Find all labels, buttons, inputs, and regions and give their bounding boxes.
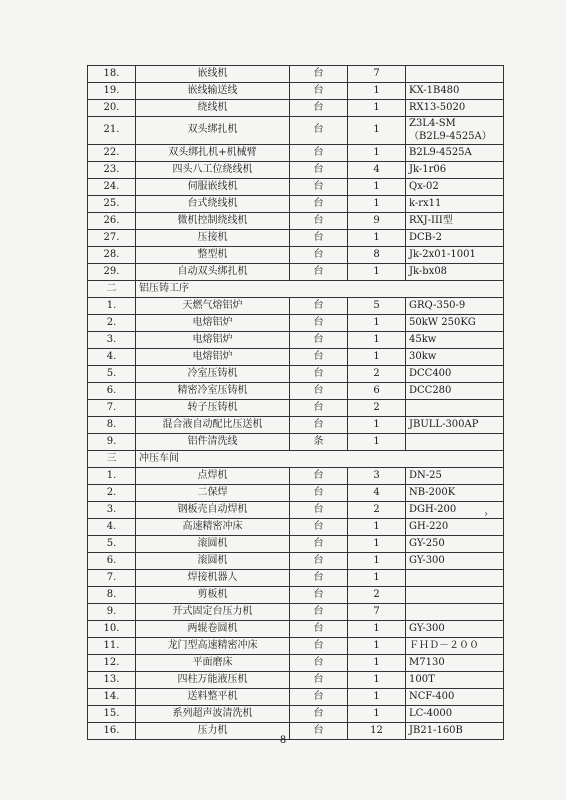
unit-cell: 台 — [290, 315, 348, 332]
unit-cell: 条 — [290, 434, 348, 451]
table-row — [88, 247, 504, 264]
quantity-cell: 1 — [348, 417, 406, 434]
row-number-cell: 27. — [88, 230, 136, 247]
unit-cell: 台 — [290, 570, 348, 587]
model-cell: Qx-02 — [406, 179, 504, 196]
table-row — [88, 366, 504, 383]
quantity-cell: 1 — [348, 264, 406, 281]
unit-cell: 台 — [290, 366, 348, 383]
quantity-cell: 1 — [348, 332, 406, 349]
table-row — [88, 349, 504, 366]
equipment-name-cell: 转子压铸机 — [136, 400, 290, 417]
row-number-cell: 25. — [88, 196, 136, 213]
quantity-cell: 1 — [348, 536, 406, 553]
row-number-cell: 7. — [88, 570, 136, 587]
equipment-name-cell: 绕线机 — [136, 100, 290, 117]
table-row — [88, 145, 504, 162]
row-number-cell: 20. — [88, 100, 136, 117]
quantity-cell: 7 — [348, 604, 406, 621]
row-number-cell: 16. — [88, 723, 136, 740]
model-cell: DCB-2 — [406, 230, 504, 247]
model-cell — [406, 604, 504, 621]
equipment-name-cell: 铝件清洗线 — [136, 434, 290, 451]
row-number-cell: 9. — [88, 604, 136, 621]
model-cell: k-rx11 — [406, 196, 504, 213]
quantity-cell: 1 — [348, 706, 406, 723]
row-number-cell: 1. — [88, 468, 136, 485]
row-number-cell: 11. — [88, 638, 136, 655]
model-cell: NCF-400 — [406, 689, 504, 706]
row-number-cell: 15. — [88, 706, 136, 723]
unit-cell: 台 — [290, 179, 348, 196]
quantity-cell: 1 — [348, 117, 406, 145]
table-row — [88, 298, 504, 315]
row-number-cell: 14. — [88, 689, 136, 706]
row-number-cell: 4. — [88, 519, 136, 536]
quantity-cell: 2 — [348, 366, 406, 383]
model-cell: GY-250 — [406, 536, 504, 553]
row-number-cell: 21. — [88, 117, 136, 145]
equipment-name-cell: 焊接机器人 — [136, 570, 290, 587]
quantity-cell: 2 — [348, 502, 406, 519]
unit-cell: 台 — [290, 638, 348, 655]
equipment-name-cell: 四头八工位绕线机 — [136, 162, 290, 179]
equipment-name-cell: 双头绑扎机+机械臂 — [136, 145, 290, 162]
section-title-cell: 铝压铸工序 — [136, 281, 504, 298]
quantity-cell: 1 — [348, 519, 406, 536]
section-row — [88, 451, 504, 468]
quantity-cell: 1 — [348, 349, 406, 366]
unit-cell: 台 — [290, 145, 348, 162]
equipment-name-cell: 混合液自动配比压送机 — [136, 417, 290, 434]
model-cell: M7130 — [406, 655, 504, 672]
unit-cell: 台 — [290, 349, 348, 366]
quantity-cell: 1 — [348, 179, 406, 196]
quantity-cell: 8 — [348, 247, 406, 264]
equipment-name-cell: 电熔铝炉 — [136, 332, 290, 349]
unit-cell: 台 — [290, 502, 348, 519]
unit-cell: 台 — [290, 553, 348, 570]
equipment-name-cell: 四柱万能液压机 — [136, 672, 290, 689]
table-row — [88, 383, 504, 400]
row-number-cell: 24. — [88, 179, 136, 196]
row-number-cell: 12. — [88, 655, 136, 672]
table-row — [88, 230, 504, 247]
equipment-name-cell: 剪板机 — [136, 587, 290, 604]
equipment-name-cell: 开式固定台压力机 — [136, 604, 290, 621]
quantity-cell: 1 — [348, 434, 406, 451]
model-cell: JBULL-300AP — [406, 417, 504, 434]
model-cell: DCC280 — [406, 383, 504, 400]
model-cell: Z3L4-SM （B2L9-4525A） — [406, 117, 504, 145]
quantity-cell: 4 — [348, 485, 406, 502]
quantity-cell: 1 — [348, 145, 406, 162]
equipment-name-cell: 点焊机 — [136, 468, 290, 485]
model-cell — [406, 400, 504, 417]
equipment-table-body — [88, 66, 504, 740]
equipment-name-cell: 钢板壳自动焊机 — [136, 502, 290, 519]
quantity-cell: 1 — [348, 570, 406, 587]
model-cell: Jk-1r06 — [406, 162, 504, 179]
unit-cell: 台 — [290, 383, 348, 400]
row-number-cell: 19. — [88, 83, 136, 100]
row-number-cell: 8. — [88, 417, 136, 434]
equipment-name-cell: 整型机 — [136, 247, 290, 264]
unit-cell: 台 — [290, 100, 348, 117]
unit-cell: 台 — [290, 247, 348, 264]
table-row — [88, 400, 504, 417]
quantity-cell: 1 — [348, 638, 406, 655]
table-row — [88, 434, 504, 451]
model-cell: KX-1B480 — [406, 83, 504, 100]
quantity-cell: 4 — [348, 162, 406, 179]
table-row — [88, 213, 504, 230]
unit-cell: 台 — [290, 298, 348, 315]
quantity-cell: 1 — [348, 621, 406, 638]
equipment-name-cell: 高速精密冲床 — [136, 519, 290, 536]
row-number-cell: 2. — [88, 315, 136, 332]
quantity-cell: 1 — [348, 100, 406, 117]
unit-cell: 台 — [290, 536, 348, 553]
row-number-cell: 13. — [88, 672, 136, 689]
row-number-cell: 4. — [88, 349, 136, 366]
table-row — [88, 655, 504, 672]
model-cell: GH-220 — [406, 519, 504, 536]
table-row — [88, 66, 504, 83]
table-row — [88, 672, 504, 689]
model-cell: LC-4000 — [406, 706, 504, 723]
model-cell: 45kw — [406, 332, 504, 349]
unit-cell: 台 — [290, 706, 348, 723]
quantity-cell: 9 — [348, 213, 406, 230]
equipment-name-cell: 滚圆机 — [136, 536, 290, 553]
model-cell: 50kW 250KG — [406, 315, 504, 332]
unit-cell: 台 — [290, 621, 348, 638]
equipment-name-cell: 压接机 — [136, 230, 290, 247]
row-number-cell: 2. — [88, 485, 136, 502]
equipment-name-cell: 压力机 — [136, 723, 290, 740]
table-row — [88, 587, 504, 604]
unit-cell: 台 — [290, 672, 348, 689]
equipment-name-cell: 台式绕线机 — [136, 196, 290, 213]
equipment-name-cell: 双头绑扎机 — [136, 117, 290, 145]
row-number-cell: 26. — [88, 213, 136, 230]
quantity-cell: 1 — [348, 230, 406, 247]
model-cell: DN-25 — [406, 468, 504, 485]
unit-cell: 台 — [290, 587, 348, 604]
table-row — [88, 100, 504, 117]
table-row — [88, 553, 504, 570]
model-cell: JB21-160B — [406, 723, 504, 740]
unit-cell: 台 — [290, 468, 348, 485]
unit-cell: 台 — [290, 332, 348, 349]
model-cell: B2L9-4525A — [406, 145, 504, 162]
quantity-cell: 2 — [348, 400, 406, 417]
table-row — [88, 315, 504, 332]
equipment-name-cell: 嵌线输送线 — [136, 83, 290, 100]
unit-cell: 台 — [290, 400, 348, 417]
table-row — [88, 332, 504, 349]
unit-cell: 台 — [290, 213, 348, 230]
unit-cell: 台 — [290, 519, 348, 536]
table-row — [88, 179, 504, 196]
row-number-cell: 7. — [88, 400, 136, 417]
equipment-table — [87, 65, 504, 740]
equipment-name-cell: 微机控制绕线机 — [136, 213, 290, 230]
table-row — [88, 264, 504, 281]
model-cell: Jk-2x01-1001 — [406, 247, 504, 264]
quantity-cell: 5 — [348, 298, 406, 315]
row-number-cell: 5. — [88, 366, 136, 383]
quantity-cell: 1 — [348, 672, 406, 689]
model-cell — [406, 66, 504, 83]
model-cell: GRQ-350-9 — [406, 298, 504, 315]
model-cell: Jk-bx08 — [406, 264, 504, 281]
row-number-cell: 6. — [88, 383, 136, 400]
unit-cell: 台 — [290, 417, 348, 434]
model-cell: DCC400 — [406, 366, 504, 383]
model-cell: RX13-5020 — [406, 100, 504, 117]
unit-cell: 台 — [290, 66, 348, 83]
unit-cell: 台 — [290, 655, 348, 672]
row-number-cell: 9. — [88, 434, 136, 451]
equipment-name-cell: 嵌线机 — [136, 66, 290, 83]
equipment-name-cell: 二保焊 — [136, 485, 290, 502]
quantity-cell: 1 — [348, 655, 406, 672]
unit-cell: 台 — [290, 83, 348, 100]
table-row — [88, 468, 504, 485]
table-row — [88, 502, 504, 519]
table-row — [88, 485, 504, 502]
equipment-name-cell: 送料整平机 — [136, 689, 290, 706]
model-cell: GY-300 — [406, 621, 504, 638]
equipment-name-cell: 系列超声波清洗机 — [136, 706, 290, 723]
page-number: 8 — [279, 735, 287, 746]
equipment-name-cell: 龙门型高速精密冲床 — [136, 638, 290, 655]
model-cell — [406, 570, 504, 587]
quantity-cell: 1 — [348, 689, 406, 706]
model-cell: 100T — [406, 672, 504, 689]
equipment-name-cell: 电熔铝炉 — [136, 349, 290, 366]
section-row — [88, 281, 504, 298]
equipment-name-cell: 精密冷室压铸机 — [136, 383, 290, 400]
row-number-cell: 18. — [88, 66, 136, 83]
unit-cell: 台 — [290, 117, 348, 145]
model-cell: 30kw — [406, 349, 504, 366]
table-row — [88, 621, 504, 638]
row-number-cell: 10. — [88, 621, 136, 638]
row-number-cell: 5. — [88, 536, 136, 553]
equipment-name-cell: 伺服嵌线机 — [136, 179, 290, 196]
row-number-cell: 3. — [88, 332, 136, 349]
equipment-name-cell: 自动双头绑扎机 — [136, 264, 290, 281]
table-row — [88, 83, 504, 100]
row-number-cell: 3. — [88, 502, 136, 519]
equipment-name-cell: 两辊卷圆机 — [136, 621, 290, 638]
equipment-name-cell: 冷室压铸机 — [136, 366, 290, 383]
quantity-cell: 2 — [348, 587, 406, 604]
model-cell: DGH-200 — [406, 502, 504, 519]
table-row — [88, 162, 504, 179]
equipment-name-cell: 电熔铝炉 — [136, 315, 290, 332]
table-row — [88, 196, 504, 213]
unit-cell: 台 — [290, 485, 348, 502]
quantity-cell: 6 — [348, 383, 406, 400]
equipment-name-cell: 天燃气熔铝炉 — [136, 298, 290, 315]
table-row — [88, 706, 504, 723]
section-number-cell: 三 — [88, 451, 136, 468]
unit-cell: 台 — [290, 162, 348, 179]
model-cell: NB-200K — [406, 485, 504, 502]
quantity-cell: 1 — [348, 553, 406, 570]
row-number-cell: 22. — [88, 145, 136, 162]
section-number-cell: 二 — [88, 281, 136, 298]
model-cell — [406, 587, 504, 604]
table-row — [88, 519, 504, 536]
table-row — [88, 536, 504, 553]
quantity-cell: 12 — [348, 723, 406, 740]
unit-cell: 台 — [290, 604, 348, 621]
table-row — [88, 570, 504, 587]
scan-mark: › — [484, 509, 488, 520]
row-number-cell: 6. — [88, 553, 136, 570]
unit-cell: 台 — [290, 230, 348, 247]
quantity-cell: 7 — [348, 66, 406, 83]
table-row — [88, 604, 504, 621]
quantity-cell: 3 — [348, 468, 406, 485]
table-row — [88, 638, 504, 655]
row-number-cell: 28. — [88, 247, 136, 264]
table-row — [88, 689, 504, 706]
quantity-cell: 1 — [348, 315, 406, 332]
model-cell — [406, 434, 504, 451]
row-number-cell: 8. — [88, 587, 136, 604]
unit-cell: 台 — [290, 723, 348, 740]
quantity-cell: 1 — [348, 196, 406, 213]
model-cell: RXJ-III型 — [406, 213, 504, 230]
row-number-cell: 29. — [88, 264, 136, 281]
equipment-name-cell: 滚圆机 — [136, 553, 290, 570]
unit-cell: 台 — [290, 689, 348, 706]
table-row — [88, 117, 504, 145]
quantity-cell: 1 — [348, 83, 406, 100]
model-cell: ＦＨＤ－２００ — [406, 638, 504, 655]
unit-cell: 台 — [290, 264, 348, 281]
table-row — [88, 417, 504, 434]
row-number-cell: 23. — [88, 162, 136, 179]
model-cell: GY-300 — [406, 553, 504, 570]
equipment-name-cell: 平面磨床 — [136, 655, 290, 672]
row-number-cell: 1. — [88, 298, 136, 315]
section-title-cell: 冲压车间 — [136, 451, 504, 468]
unit-cell: 台 — [290, 196, 348, 213]
